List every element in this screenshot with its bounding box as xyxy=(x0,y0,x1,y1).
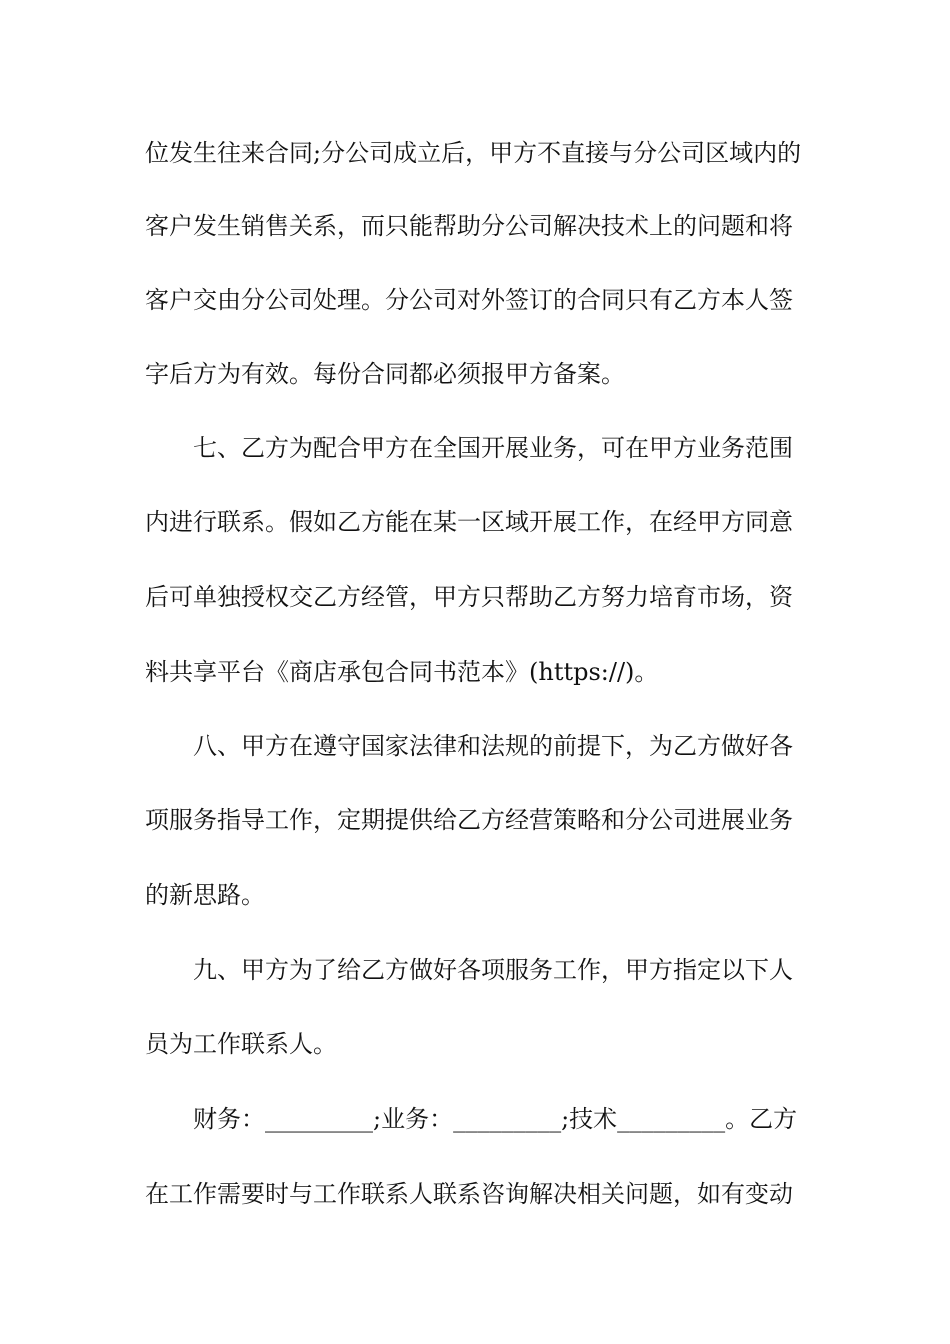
text-line: 料共享平台《商店承包合同书范本》(https://)。 xyxy=(145,658,659,686)
text-line: 内进行联系。假如乙方能在某一区域开展工作，在经甲方同意 xyxy=(145,508,793,536)
text-line: 员为工作联系人。 xyxy=(145,1030,337,1058)
paragraph-nine-start: 九、甲方为了给乙方做好各项服务工作，甲方指定以下人 xyxy=(193,956,793,984)
text-line: 的新思路。 xyxy=(145,881,265,909)
contact-fields-line: 财务：_________;业务：_________;技术_________。乙方 xyxy=(193,1105,798,1133)
paragraph-seven-start: 七、乙方为配合甲方在全国开展业务，可在甲方业务范围 xyxy=(193,434,793,462)
paragraph-eight-start: 八、甲方在遵守国家法律和法规的前提下，为乙方做好各 xyxy=(193,732,793,760)
text-line: 客户发生销售关系，而只能帮助分公司解决技术上的问题和将 xyxy=(145,212,793,240)
text-line: 后可单独授权交乙方经管，甲方只帮助乙方努力培育市场，资 xyxy=(145,583,793,611)
text-line: 位发生往来合同;分公司成立后，甲方不直接与分公司区域内的 xyxy=(145,139,802,167)
text-line: 项服务指导工作，定期提供给乙方经营策略和分公司进展业务 xyxy=(145,806,793,834)
text-line: 在工作需要时与工作联系人联系咨询解决相关问题，如有变动 xyxy=(145,1180,793,1208)
text-line: 客户交由分公司处理。分公司对外签订的合同只有乙方本人签 xyxy=(145,286,793,314)
text-line: 字后方为有效。每份合同都必须报甲方备案。 xyxy=(145,360,625,388)
